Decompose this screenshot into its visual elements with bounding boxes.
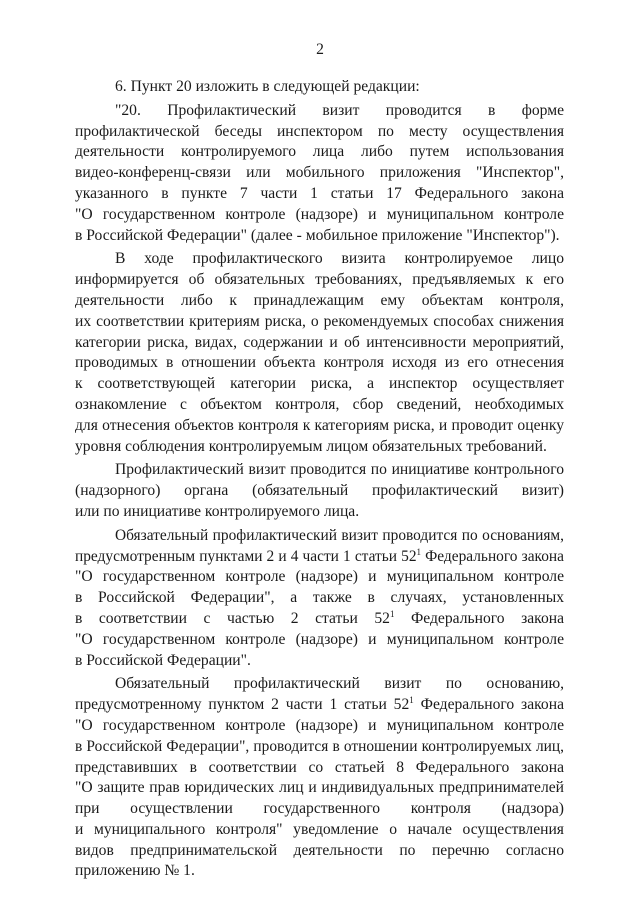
text-line: предусмотренному пунктом 2 части 1 статьи $52^1$ Федерального закона (75, 695, 564, 714)
text-line: "О государственном контроле (надзоре) и муниципальном контроле (75, 716, 564, 734)
text-line: В ходе профилактического визита контролируемое лицо (115, 250, 564, 268)
text-line: Обязательный профилактический визит проводится по основаниям, (115, 526, 564, 544)
text-line: информируется об обязательных требованиях, предъявляемых к его (75, 271, 564, 289)
text-line: или по инициативе контролируемого лица. (75, 502, 360, 520)
text-line: приложению № 1. (75, 862, 195, 880)
text-line: (надзорного) органа (обязательный профилактический визит) (75, 482, 564, 500)
page-number: 2 (316, 41, 324, 58)
text-line: их соответствии критериям риска, о рекомендуемых способах снижения (75, 312, 564, 330)
text-line: категории риска, видах, содержании и об интенсивности мероприятий, (75, 333, 564, 351)
text-line: видео-конференц-связи или мобильного приложения "Инспектор", (75, 164, 564, 182)
paragraph (75, 674, 564, 882)
text-line: "О защите прав юридических лиц и индивидуальных предпринимателей (75, 779, 564, 797)
text-line: в Российской Федерации" (далее - мобильное приложение "Инспектор"). (75, 226, 560, 244)
text-line: профилактической беседы инспектором по месту осуществления (75, 122, 564, 140)
text-line: в соответствии с частью 2 статьи $52^1$ Федерального закона (75, 608, 565, 627)
text-line: "20. Профилактический визит проводится в форме (115, 101, 564, 119)
text-line: в Российской Федерации", проводится в отношении контролируемых лиц, (75, 737, 564, 755)
text-line: Обязательный профилактический визит по основанию, (115, 675, 564, 693)
superscript: 1 (416, 546, 422, 557)
text-line: проводимых в отношении объекта контроля исходя из его отнесения (75, 354, 564, 372)
document-body (75, 77, 564, 882)
text-line: в Российской Федерации". (75, 651, 251, 669)
text-line: уровня соблюдения контролируемым лицом обязательных требований. (75, 437, 547, 455)
text-line: "О государственном контроле (надзоре) и муниципальном контроле (75, 630, 564, 648)
text-line: для отнесения объектов контроля к категориям риска, и проводит оценку (75, 416, 564, 434)
text-line: видов предпринимательской деятельности по перечню согласно (75, 841, 564, 859)
text-line: ознакомление с объектом контроля, сбор сведений, необходимых (75, 395, 564, 413)
paragraph (75, 526, 564, 672)
text-line: при осуществлении государственного контроля (надзора) (75, 800, 564, 818)
superscript: 1 (409, 695, 414, 706)
text-line: Профилактический визит проводится по инициативе контрольного (115, 461, 564, 479)
superscript: 1 (389, 608, 395, 619)
text-line: к соответствующей категории риска, а инспектор осуществляет (75, 375, 564, 393)
paragraph (75, 101, 564, 247)
text-line: "О государственном контроле (надзоре) и муниципальном контроле (75, 205, 564, 223)
text-line: в Российской Федерации", а также в случаях, установленных (75, 589, 564, 607)
text-line: деятельности контролируемого лица либо путем использования (75, 143, 564, 161)
paragraph (75, 460, 564, 522)
text-line: предусмотренным пунктами 2 и 4 части 1 статьи $52^1$ Федерального закона (75, 546, 564, 565)
text-line: и муниципального контроля" уведомление о начале осуществления (75, 820, 564, 838)
text-line: деятельности либо к принадлежащим ему объектам контроля, (75, 291, 564, 309)
paragraph (75, 249, 564, 457)
text-line: представивших в соответствии со статьей 8 Федерального закона (75, 758, 564, 776)
text-line: 6. Пункт 20 изложить в следующей редакции: (115, 78, 420, 95)
paragraph (75, 77, 564, 98)
text-line: "О государственном контроле (надзоре) и муниципальном контроле (75, 568, 564, 586)
text-line: указанного в пункте 7 части 1 статьи 17 Федерального закона (75, 184, 564, 202)
